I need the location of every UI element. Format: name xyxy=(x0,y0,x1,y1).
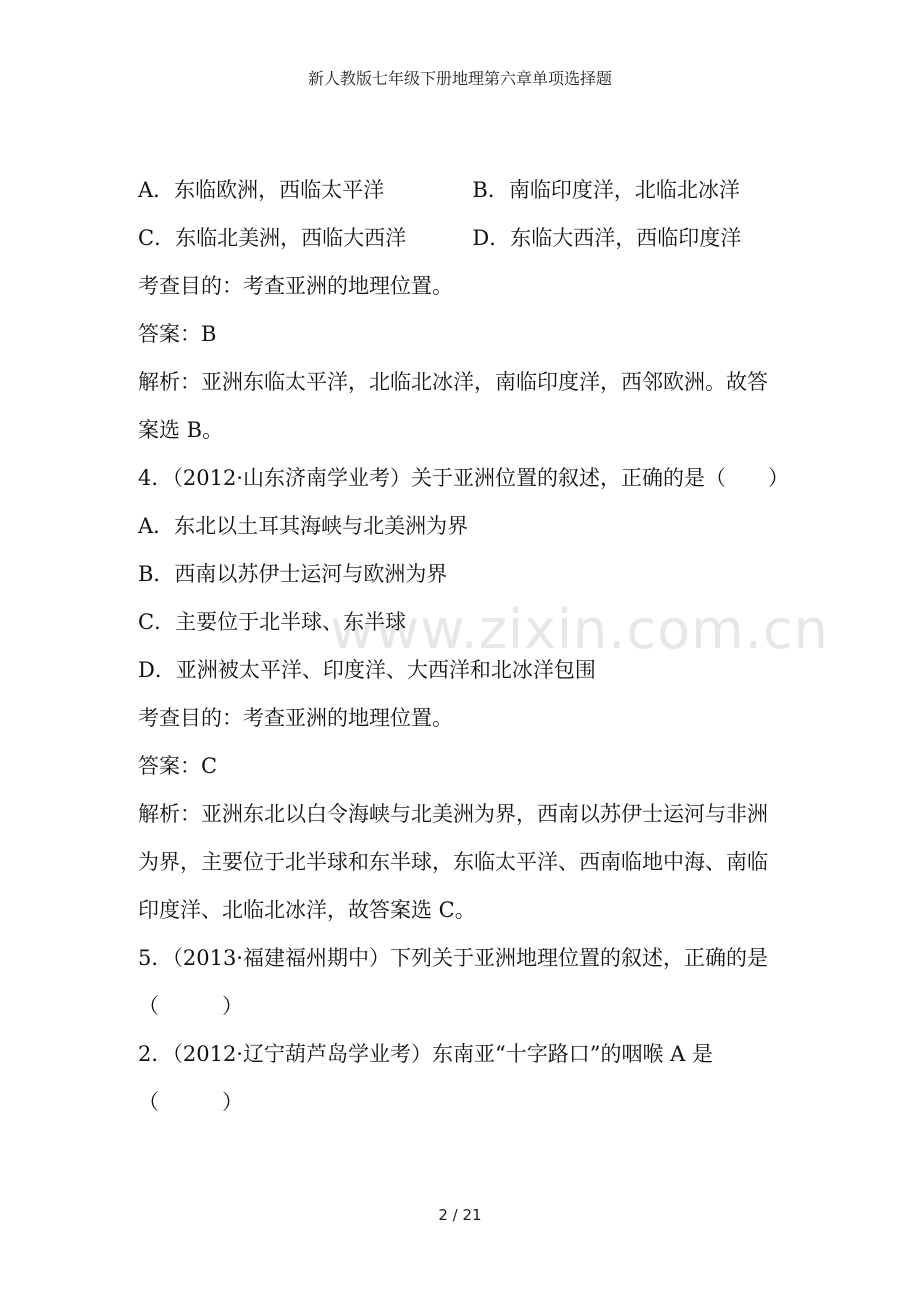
q3-analysis-line-1: 解析：亚洲东临太平洋，北临北冰洋，南临印度洋，西邻欧洲。故答 xyxy=(138,370,768,394)
q3-purpose: 考查目的：考查亚洲的地理位置。 xyxy=(138,274,453,298)
document-body xyxy=(138,166,788,1126)
watermark-text: www.zixin.com.cn xyxy=(330,598,829,661)
option-d: D．东临大西洋，西临印度洋 xyxy=(472,226,742,250)
q4-answer: 答案：C xyxy=(138,754,218,778)
q4-option-c: C．主要位于北半球、东半球 xyxy=(138,610,407,634)
page-header-title: 新人教版七年级下册地理第六章单项选择题 xyxy=(307,69,612,88)
option-a: A．东临欧洲，西临太平洋 xyxy=(138,178,385,202)
q4-analysis-line-3: 印度洋、北临北冰洋，故答案选 C。 xyxy=(138,898,476,922)
q3-analysis-line-2: 案选 B。 xyxy=(138,418,224,442)
q4-stem: 4．（2012·山东济南学业考）关于亚洲位置的叙述，正确的是（ ） xyxy=(138,466,789,490)
q4-option-d: D．亚洲被太平洋、印度洋、大西洋和北冰洋包围 xyxy=(138,658,596,682)
q5-bracket: （ ） xyxy=(138,994,243,1018)
options-row-ab xyxy=(138,166,788,214)
q3-answer: 答案：B xyxy=(138,322,217,346)
page-number: 2 / 21 xyxy=(438,1206,482,1224)
q5-stem: 5．（2013·福建福州期中）下列关于亚洲地理位置的叙述，正确的是 xyxy=(138,946,768,970)
q4-purpose: 考查目的：考查亚洲的地理位置。 xyxy=(138,706,453,730)
options-row-cd xyxy=(138,214,788,262)
q4-analysis-line-1: 解析：亚洲东北以白令海峡与北美洲为界，西南以苏伊士运河与非洲 xyxy=(138,802,768,826)
q4-analysis-line-2: 为界，主要位于北半球和东半球，东临太平洋、西南临地中海、南临 xyxy=(138,850,768,874)
q4-option-b: B．西南以苏伊士运河与欧洲为界 xyxy=(138,562,448,586)
q2-stem: 2．（2012·辽宁葫芦岛学业考）东南亚“十字路口”的咽喉 A 是 xyxy=(138,1042,713,1066)
option-b: B．南临印度洋，北临北冰洋 xyxy=(472,178,740,202)
option-c: C．东临北美洲，西临大西洋 xyxy=(138,226,407,250)
q2-bracket: （ ） xyxy=(138,1090,243,1114)
q4-option-a: A．东北以土耳其海峡与北美洲为界 xyxy=(138,514,469,538)
